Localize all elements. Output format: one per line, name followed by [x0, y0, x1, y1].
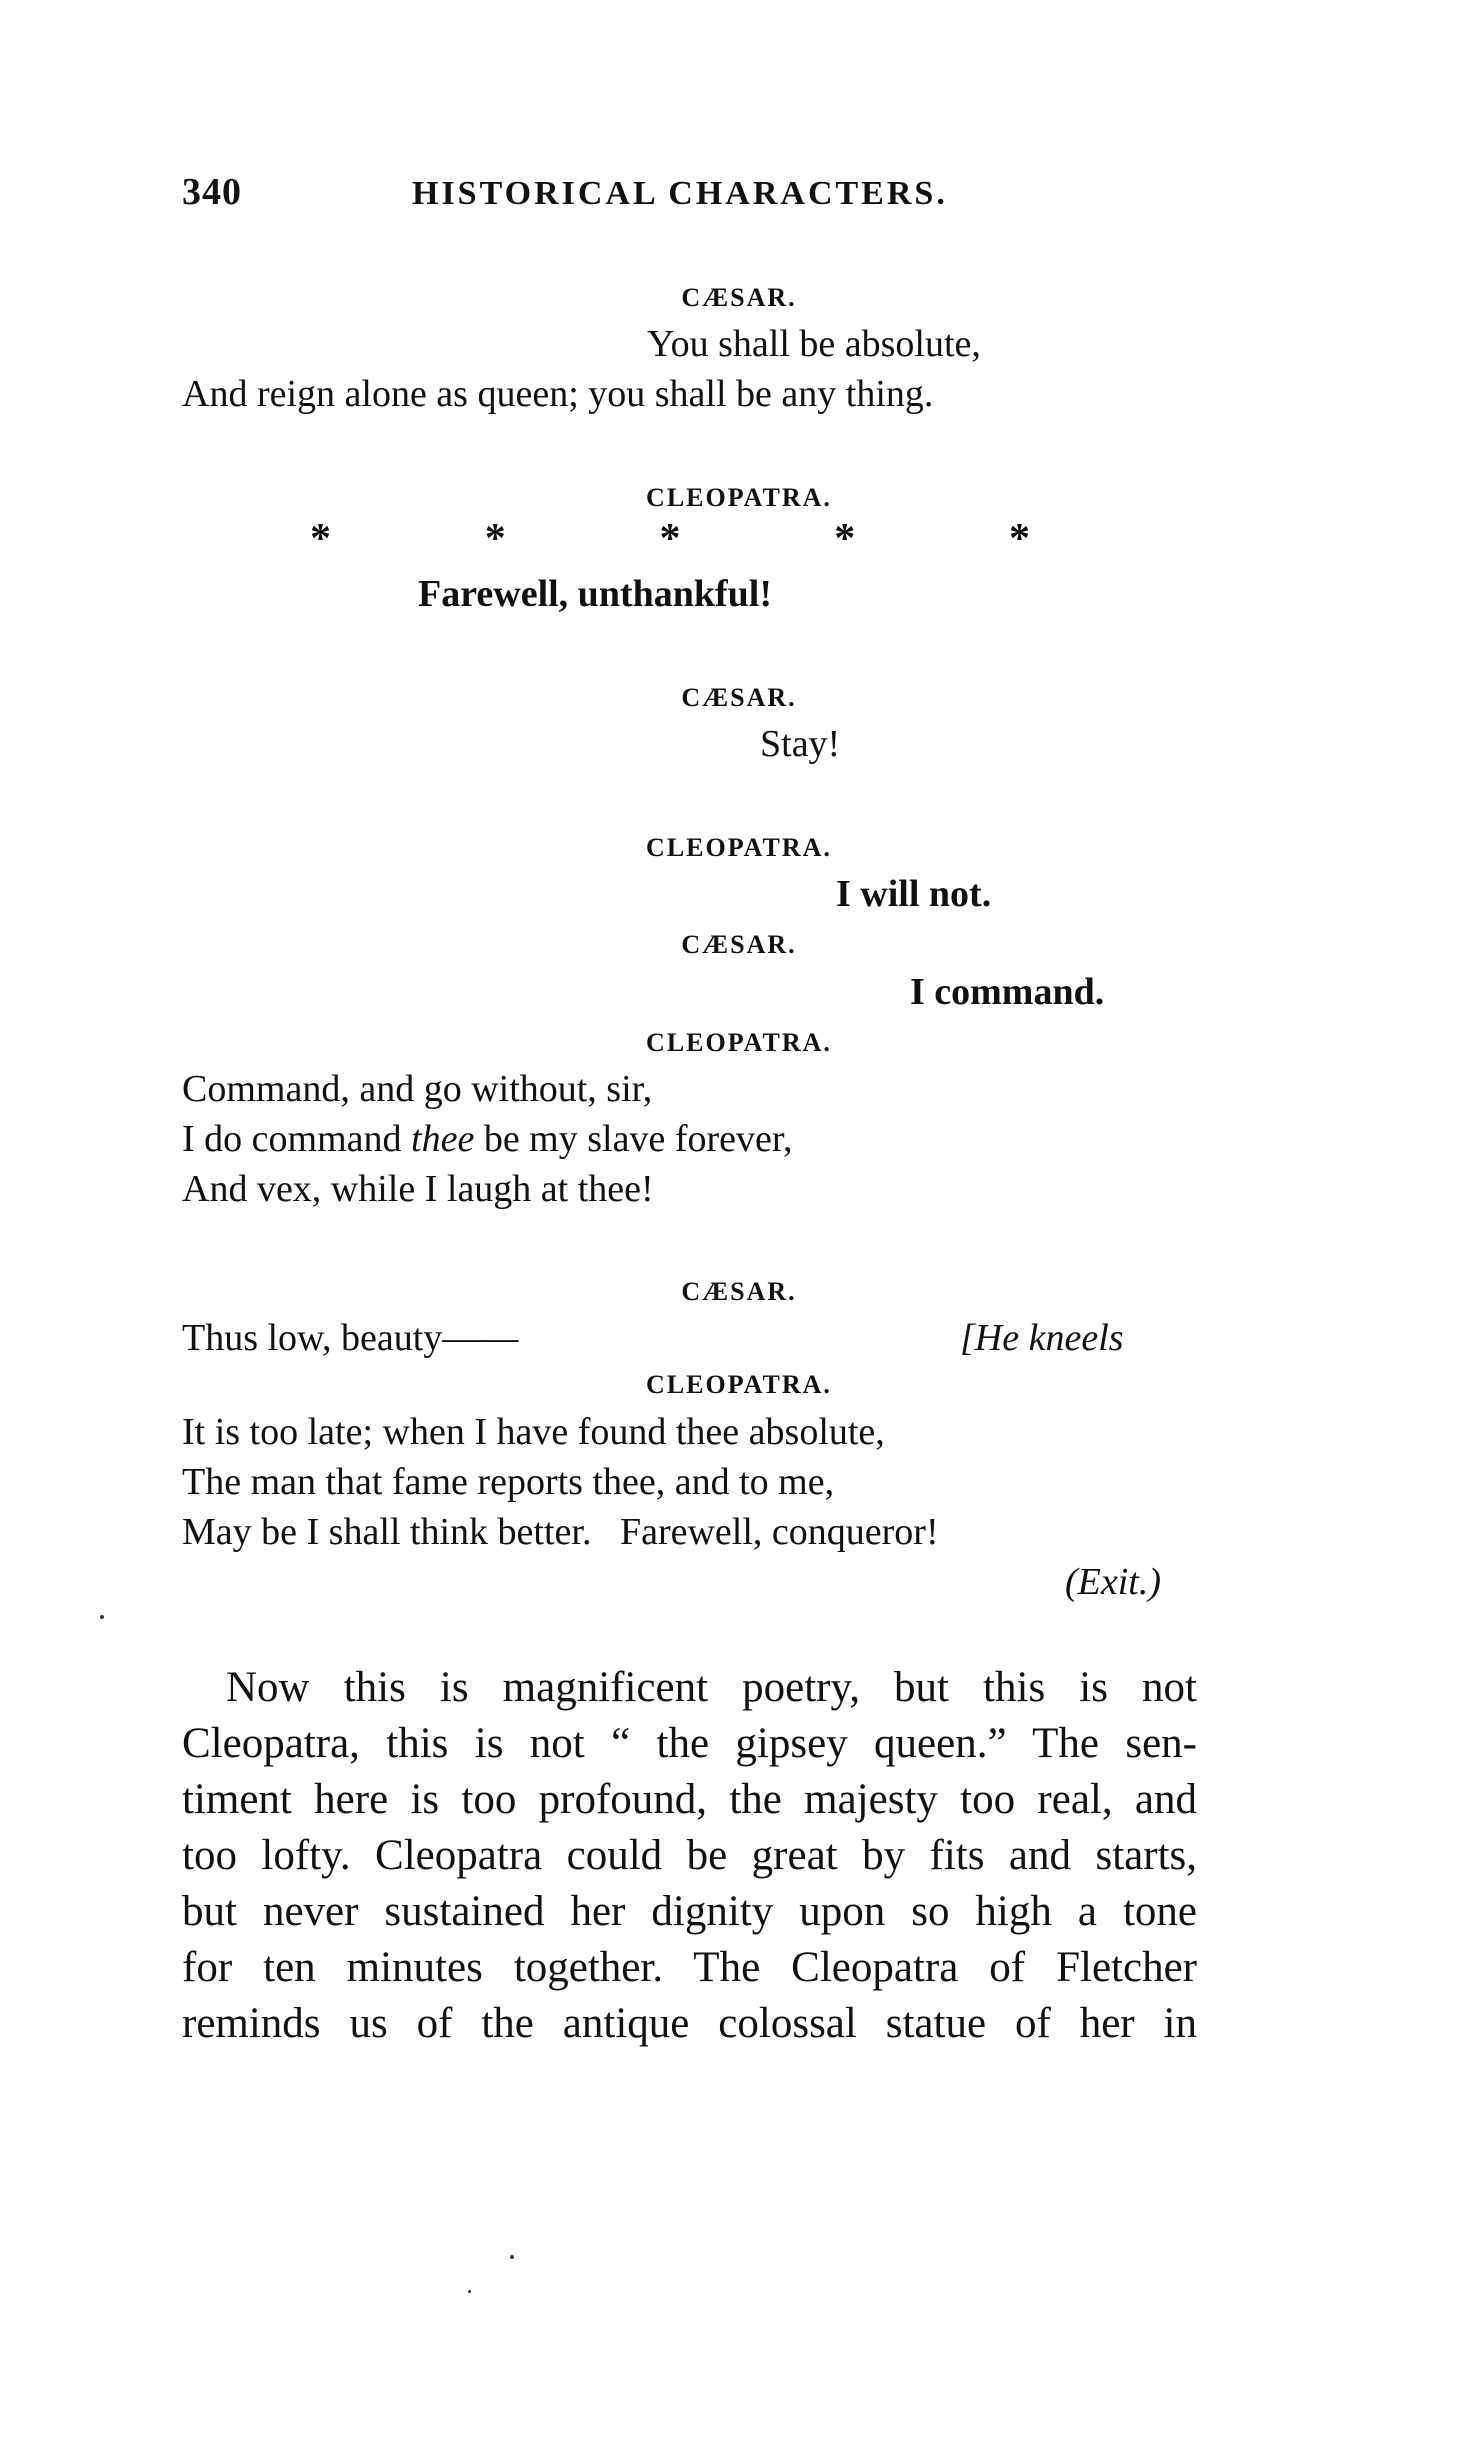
star: * — [1009, 516, 1030, 562]
paragraph-line: timent here is too profound, the majesty too real, and — [182, 1776, 1197, 1823]
speaker-caesar: CÆSAR. — [681, 683, 797, 712]
star: * — [310, 516, 331, 562]
paragraph-line: but never sustained her dignity upon so high a tone — [182, 1888, 1197, 1935]
speaker-caesar: CÆSAR. — [681, 1277, 797, 1306]
speaker-cleopatra: CLEOPATRA. — [646, 833, 832, 862]
paper-speck — [468, 2290, 471, 2293]
verse-line: And vex, while I laugh at thee! — [182, 1168, 654, 1210]
verse-line: You shall be absolute, — [647, 323, 981, 365]
verse-line: Farewell, unthankful! — [418, 573, 773, 615]
verse-line: I will not. — [836, 873, 992, 915]
paragraph-line: too lofty. Cleopatra could be great by fits and starts, — [182, 1832, 1197, 1879]
ellipsis-stars — [310, 515, 1030, 563]
stage-direction-exit: (Exit.) — [1065, 1561, 1162, 1603]
star: * — [659, 516, 681, 562]
paragraph-line: Cleopatra, this is not “ the gipsey queen.” The sen- — [182, 1720, 1197, 1767]
speaker-caesar: CÆSAR. — [681, 930, 797, 959]
verse-line: May be I shall think better. Farewell, conqueror! — [182, 1511, 939, 1553]
verse-line: Thus low, beauty—— — [182, 1317, 519, 1359]
verse-line: And reign alone as queen; you shall be any thing. — [182, 373, 934, 415]
paragraph-line: reminds us of the antique colossal statue of her in — [182, 2000, 1197, 2047]
stage-direction: [He kneels — [960, 1317, 1124, 1359]
star: * — [834, 516, 856, 562]
prose-paragraph — [182, 1660, 1197, 2052]
running-header — [182, 170, 948, 214]
speaker-cleopatra: CLEOPATRA. — [646, 483, 832, 512]
verse-line: I do command thee be my slave forever, — [182, 1118, 793, 1160]
star: * — [484, 516, 506, 562]
paper-speck — [100, 1615, 104, 1619]
paper-speck — [510, 2255, 514, 2259]
paragraph-line: Now this is magnificent poetry, but this is not — [226, 1664, 1197, 1711]
verse-line: Command, and go without, sir, — [182, 1068, 653, 1110]
running-title: HISTORICAL CHARACTERS. — [412, 175, 948, 212]
verse-line: Stay! — [760, 723, 841, 765]
verse-line: I command. — [910, 971, 1105, 1013]
paragraph-line: for ten minutes together. The Cleopatra of Fletcher — [182, 1944, 1197, 1991]
speaker-cleopatra: CLEOPATRA. — [646, 1370, 832, 1399]
speaker-cleopatra: CLEOPATRA. — [646, 1028, 832, 1057]
page-number: 340 — [182, 171, 242, 213]
speaker-caesar: CÆSAR. — [681, 283, 797, 312]
verse-line: The man that fame reports thee, and to me, — [182, 1461, 835, 1503]
verse-line: It is too late; when I have found thee absolute, — [182, 1411, 885, 1453]
